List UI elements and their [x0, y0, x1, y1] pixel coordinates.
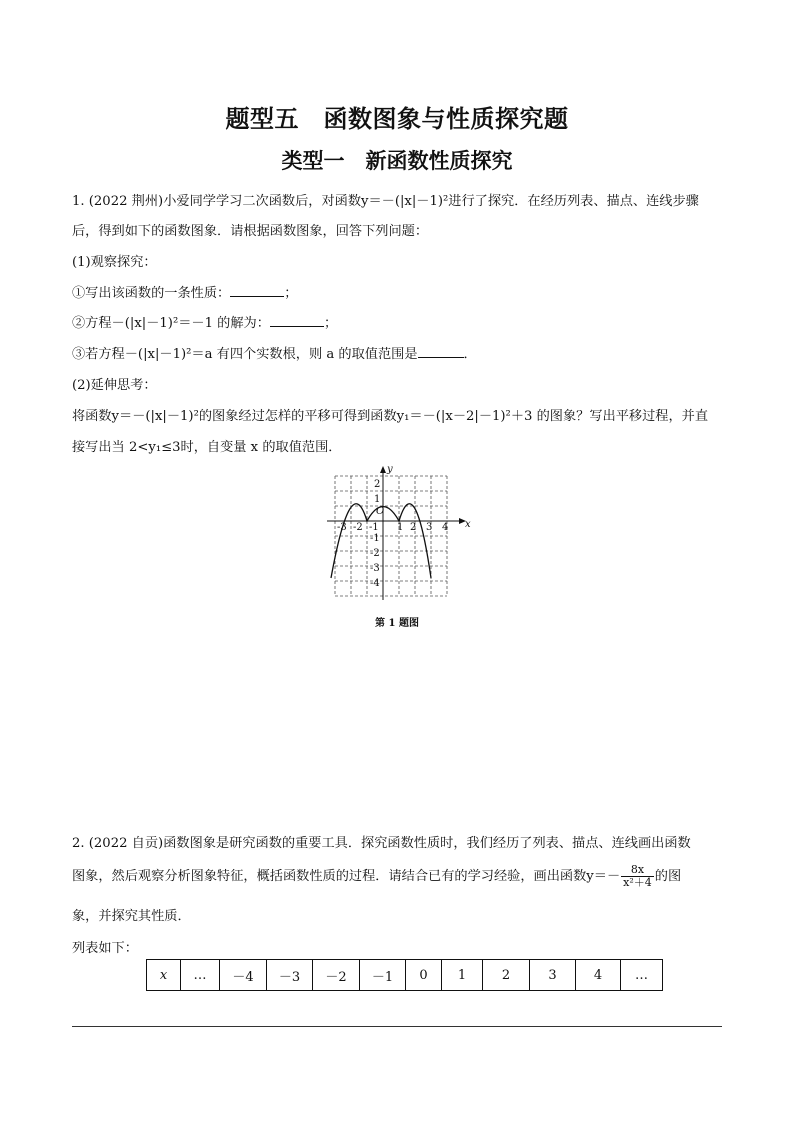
- y-tick-label: -4: [370, 578, 380, 589]
- y-tick-label: -3: [370, 563, 380, 574]
- function-graph-figure: [320, 462, 470, 602]
- table-cell: 2: [483, 960, 530, 991]
- table-cell: 0: [406, 960, 442, 991]
- q2-line2-text: 图象，然后观察分析图象特征，概括函数性质的过程．请结合已有的学习经验，画出函数y＝－: [72, 869, 621, 884]
- table-cell: 1: [442, 960, 483, 991]
- q1-line1: 1. (2022 荆州)小爱同学学习二次函数后，对函数y＝－(|x|－1)²进行了探究．在经历列表、描点、连线步骤: [72, 194, 699, 209]
- answer-blank[interactable]: [418, 345, 464, 358]
- figure-caption: 第 1 题图: [375, 618, 419, 629]
- value-table: [146, 959, 663, 991]
- grid-lines: [335, 476, 447, 596]
- x-tick-label: 4: [442, 522, 449, 533]
- q1-item1: [72, 282, 297, 301]
- table-cell: －1: [360, 960, 406, 991]
- x-tick-label: 2: [410, 522, 417, 533]
- q1-part1: (1)观察探究：: [72, 255, 157, 270]
- y-tick-label: 1: [374, 494, 381, 505]
- y-tick-label: 2: [374, 479, 381, 490]
- q2-line1: 2. (2022 自贡)函数图象是研究函数的重要工具．探究函数性质时，我们经历了列表、描点、连线画出函数: [72, 836, 691, 851]
- table-cell: －3: [267, 960, 313, 991]
- x-tick-label: 1: [397, 522, 404, 533]
- table-row: [147, 960, 663, 991]
- q1-part2-line2: 接写出当 2<y₁≤3时，自变量 x 的取值范围．: [72, 440, 342, 455]
- q2-line2-end: 的图: [654, 869, 682, 884]
- table-cell: x: [147, 960, 181, 991]
- q1-item1-text: ①写出该函数的一条性质：: [72, 286, 231, 301]
- q1-item3-text: ③若方程－(|x|－1)²＝a 有四个实数根，则 a 的取值范围是: [72, 347, 418, 362]
- q1-part2-line1: 将函数y＝－(|x|－1)²的图象经过怎样的平移可得到函数y₁＝－(|x－2|－1)²＋3 的图象？写出平移过程，并直: [72, 409, 709, 424]
- table-cell: －4: [220, 960, 267, 991]
- answer-blank[interactable]: [270, 314, 324, 327]
- table-cell: 4: [576, 960, 621, 991]
- q1-item3: [72, 343, 477, 362]
- x-tick-label: -2: [353, 522, 363, 533]
- q1-item1-end: ；: [284, 286, 298, 301]
- q1-item3-end: ．: [463, 347, 477, 362]
- page-title: 题型五 函数图象与性质探究题: [225, 104, 569, 133]
- q2-line2: [72, 864, 681, 889]
- x-axis-label: x: [465, 519, 471, 530]
- y-tick-label: -1: [370, 533, 380, 544]
- q1-line2: 后，得到如下的函数图象．请根据函数图象，回答下列问题：: [72, 224, 429, 239]
- fraction-expression: [621, 864, 654, 889]
- fraction-numerator: 8x: [621, 864, 654, 877]
- q1-item2: [72, 312, 337, 331]
- table-cell: …: [621, 960, 663, 991]
- q1-part2: (2)延伸思考：: [72, 378, 157, 393]
- x-tick-label: 3: [426, 522, 433, 533]
- table-cell: －2: [313, 960, 360, 991]
- q1-item2-text: ②方程－(|x|－1)²＝－1 的解为：: [72, 316, 270, 331]
- q1-item2-end: ；: [323, 316, 338, 331]
- y-axis-arrow-icon: [380, 466, 386, 473]
- fraction-denominator: x²＋4: [623, 876, 652, 889]
- q2-line3: 象，并探究其性质．: [72, 909, 191, 924]
- origin-label: O: [376, 506, 385, 517]
- table-cell: 3: [530, 960, 576, 991]
- y-tick-label: -2: [370, 548, 380, 559]
- x-tick-label: -3: [337, 522, 347, 533]
- footer-divider: [72, 1026, 722, 1027]
- y-axis-label: y: [387, 464, 393, 475]
- q2-table-intro: 列表如下：: [72, 941, 138, 956]
- x-tick-label: -1: [369, 522, 379, 533]
- table-cell: …: [181, 960, 220, 991]
- answer-blank[interactable]: [230, 284, 284, 297]
- section-subtitle: 类型一 新函数性质探究: [281, 148, 513, 173]
